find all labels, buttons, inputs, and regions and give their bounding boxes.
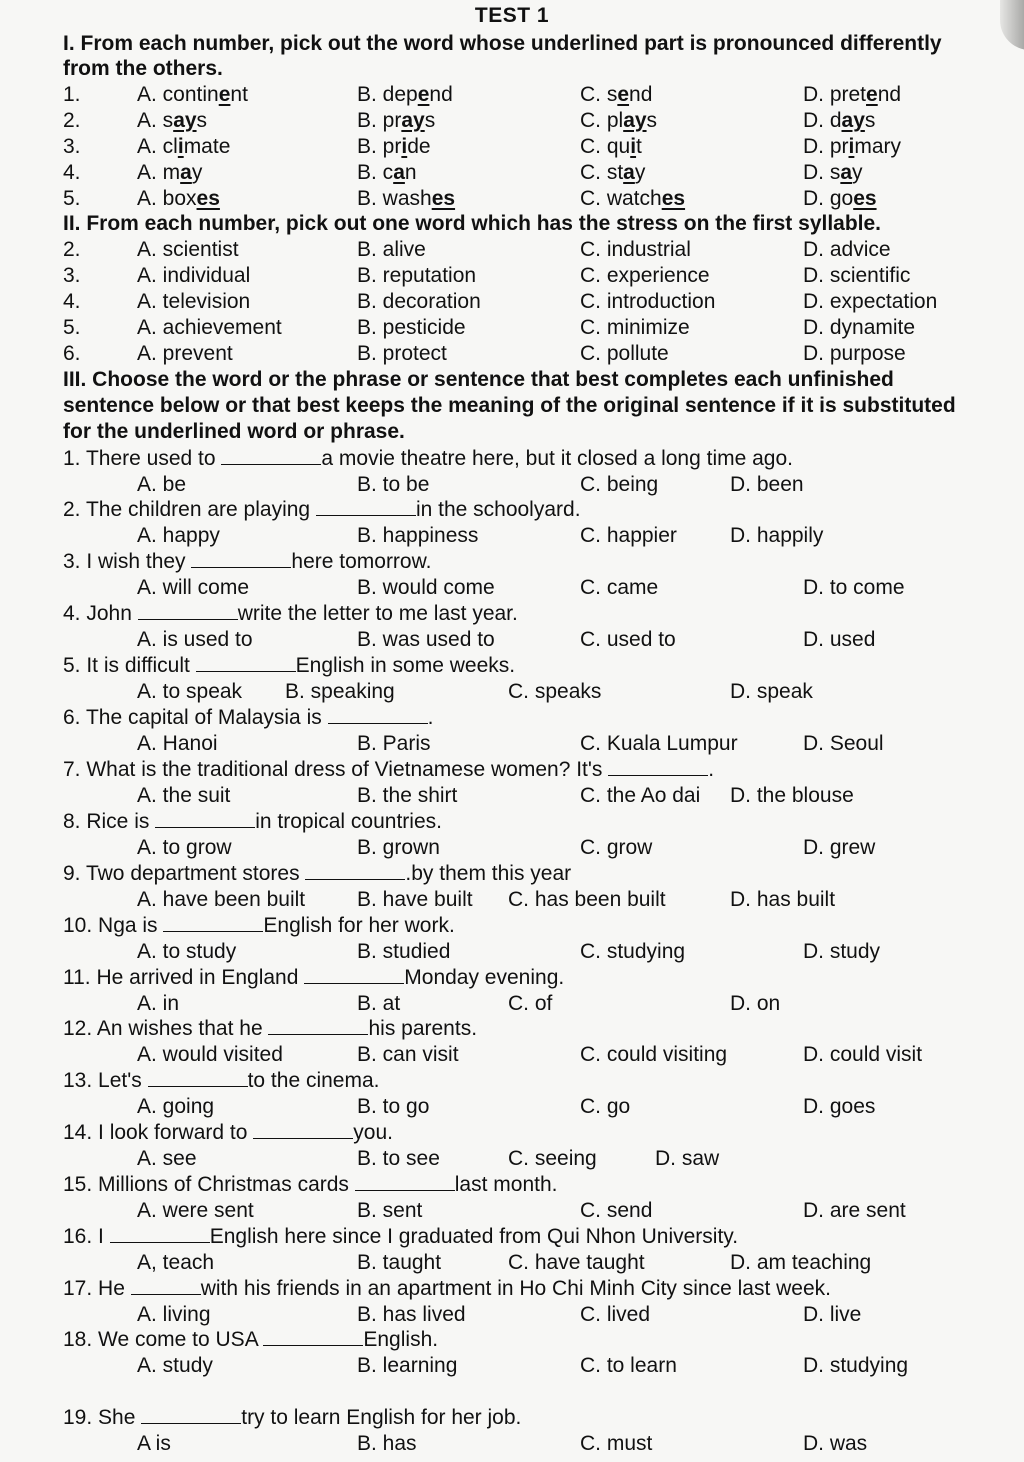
answer-option: C. send [580, 83, 653, 106]
underlined-part: es [431, 187, 456, 210]
question-text: 18. We come to USA English. [63, 1328, 439, 1351]
answer-option: C. studying [580, 940, 686, 963]
answer-option: B. sent [357, 1199, 423, 1222]
answer-option: D. to come [803, 576, 905, 599]
answer-blank [191, 549, 291, 568]
answer-option: A. study [137, 1354, 213, 1377]
answer-option: B. studied [357, 940, 451, 963]
question-text: 6. The capital of Malaysia is . [63, 706, 434, 729]
answer-option: C. speaks [508, 680, 602, 703]
question-text: 15. Millions of Christmas cards last month. [63, 1173, 558, 1196]
underlined-part: e [866, 83, 878, 106]
answer-option: A. individual [137, 264, 251, 287]
answer-option: B. protect [357, 342, 447, 365]
answer-blank [263, 1327, 363, 1346]
answer-blank [138, 601, 238, 620]
answer-option: C. plays [580, 109, 658, 132]
underlined-part: es [196, 187, 220, 210]
answer-option: A. be [137, 473, 187, 496]
answer-option: A. the suit [137, 784, 231, 807]
answer-option: C. must [580, 1432, 653, 1455]
answer-option: B. taught [357, 1251, 442, 1274]
answer-blank [148, 1068, 248, 1087]
underlined-part: ay [623, 109, 647, 132]
underlined-part: ay [841, 109, 865, 132]
answer-option: A. to study [137, 940, 237, 963]
answer-option: A. going [137, 1095, 215, 1118]
item-number: 3. [63, 135, 81, 158]
answer-option: D. dynamite [803, 316, 916, 339]
answer-option: D. grew [803, 836, 876, 859]
answer-option: B. can visit [357, 1043, 459, 1066]
answer-option: A. happy [137, 524, 220, 547]
answer-option: A. television [137, 290, 251, 313]
answer-option: B. to go [357, 1095, 430, 1118]
answer-option: A. boxes [137, 187, 220, 210]
answer-blank [155, 809, 255, 828]
underlined-part: i [401, 135, 408, 158]
answer-option: C. go [580, 1095, 631, 1118]
question-text: 8. Rice is in tropical countries. [63, 810, 442, 833]
underlined-part: a [180, 161, 192, 184]
item-number: 1. [63, 83, 81, 106]
answer-option: D. speak [730, 680, 813, 703]
answer-option: A. scientist [137, 238, 239, 261]
underlined-part: es [853, 187, 877, 210]
answer-option: B. happiness [357, 524, 479, 547]
answer-option: A. were sent [137, 1199, 254, 1222]
answer-option: D. are sent [803, 1199, 906, 1222]
answer-option: C. industrial [580, 238, 691, 261]
answer-option: B. pride [357, 135, 431, 158]
answer-option: A. in [137, 992, 180, 1015]
answer-option: A. Hanoi [137, 732, 218, 755]
question-text: 2. The children are playing in the schoolyard. [63, 498, 581, 521]
item-number: 2. [63, 109, 81, 132]
question-text: 3. I wish they here tomorrow. [63, 550, 432, 573]
item-number: 4. [63, 290, 81, 313]
question-text: 14. I look forward to you. [63, 1121, 393, 1144]
answer-blank [316, 497, 416, 516]
question-text: 9. Two department stores .by them this year [63, 862, 572, 885]
answer-option: D. studying [803, 1354, 909, 1377]
section-2-heading: II. From each number, pick out one word which has the stress on the first syllable. [63, 212, 882, 235]
question-text: 4. John write the letter to me last year. [63, 602, 518, 625]
item-number: 5. [63, 316, 81, 339]
question-text: 11. He arrived in England Monday evening. [63, 966, 565, 989]
answer-option: B. pesticide [357, 316, 466, 339]
answer-option: B. would come [357, 576, 495, 599]
answer-option: A. see [137, 1147, 197, 1170]
answer-option: C. happier [580, 524, 677, 547]
answer-option: B. prays [357, 109, 436, 132]
answer-option: B. grown [357, 836, 440, 859]
answer-option: D. on [730, 992, 781, 1015]
answer-option: D. Seoul [803, 732, 884, 755]
answer-option: D. goes [803, 187, 877, 210]
answer-option: B. at [357, 992, 401, 1015]
section-3-heading: III. Choose the word or the phrase or sentence that best completes each unfinished [63, 368, 894, 391]
section-1-heading-cont: from the others. [63, 57, 223, 80]
question-text: 7. What is the traditional dress of Vietnamese women? It's . [63, 758, 715, 781]
underlined-part: a [840, 161, 853, 184]
answer-blank [608, 757, 708, 776]
answer-option: D. study [803, 940, 881, 963]
answer-option: C. introduction [580, 290, 716, 313]
answer-option: C. minimize [580, 316, 690, 339]
answer-option: A. continent [137, 83, 248, 106]
answer-option: A. may [137, 161, 203, 184]
underlined-part: i [848, 135, 855, 158]
answer-option: C. came [580, 576, 659, 599]
answer-option: C. watches [580, 187, 686, 210]
underlined-part: a [623, 161, 635, 184]
answer-blank [141, 1405, 241, 1424]
underlined-part: es [661, 187, 686, 210]
answer-option: B. the shirt [357, 784, 458, 807]
answer-blank [268, 1016, 368, 1035]
answer-option: D. live [803, 1303, 862, 1326]
section-3-heading-cont2: for the underlined word or phrase. [63, 420, 405, 443]
section-1-heading: I. From each number, pick out the word whose underlined part is pronounced differently [63, 32, 942, 55]
answer-option: B. washes [357, 187, 456, 210]
answer-option: D. scientific [803, 264, 911, 287]
item-number: 5. [63, 187, 81, 210]
answer-option: A. says [137, 109, 208, 132]
item-number: 3. [63, 264, 81, 287]
question-text: 16. I English here since I graduated from Qui Nhon University. [63, 1225, 739, 1248]
answer-blank [131, 1276, 201, 1295]
answer-option: D. the blouse [730, 784, 854, 807]
answer-option: D. could visit [803, 1043, 923, 1066]
item-number: 6. [63, 342, 81, 365]
answer-option: A is [137, 1432, 171, 1455]
answer-option: B. reputation [357, 264, 477, 287]
answer-option: C. send [580, 1199, 653, 1222]
answer-option: A. prevent [137, 342, 233, 365]
answer-option: D. say [803, 161, 863, 184]
answer-option: B. has [357, 1432, 417, 1455]
answer-blank [328, 705, 428, 724]
question-text: 19. She try to learn English for her job. [63, 1406, 522, 1429]
answer-option: A. achievement [137, 316, 282, 339]
answer-option: D. advice [803, 238, 891, 261]
answer-option: A. climate [137, 135, 231, 158]
answer-option: B. Paris [357, 732, 431, 755]
answer-option: C. could visiting [580, 1043, 728, 1066]
answer-option: C. pollute [580, 342, 669, 365]
test-title: TEST 1 [474, 4, 550, 27]
answer-option: A. will come [137, 576, 250, 599]
answer-option: B. speaking [285, 680, 395, 703]
answer-option: B. to be [357, 473, 430, 496]
answer-option: A. to speak [137, 680, 243, 703]
answer-option: C. seeing [508, 1147, 597, 1170]
answer-option: D. saw [655, 1147, 720, 1170]
answer-blank [196, 653, 296, 672]
answer-option: A, teach [137, 1251, 215, 1274]
question-text: 1. There used to a movie theatre here, but it closed a long time ago. [63, 447, 793, 470]
underlined-part: e [218, 83, 231, 106]
answer-option: C. have taught [508, 1251, 645, 1274]
answer-option: B. to see [357, 1147, 440, 1170]
answer-option: D. goes [803, 1095, 876, 1118]
answer-option: B. has lived [357, 1303, 466, 1326]
answer-option: D. used [803, 628, 876, 651]
question-text: 13. Let's to the cinema. [63, 1069, 380, 1092]
answer-option: A. is used to [137, 628, 253, 651]
answer-option: C. has been built [508, 888, 666, 911]
answer-option: D. days [803, 109, 876, 132]
underlined-part: i [630, 135, 637, 158]
answer-option: D. been [730, 473, 804, 496]
underlined-part: ay [401, 109, 425, 132]
answer-option: C. quit [580, 135, 642, 158]
answer-option: C. lived [580, 1303, 651, 1326]
answer-option: C. used to [580, 628, 676, 651]
answer-option: C. to learn [580, 1354, 677, 1377]
answer-blank [110, 1224, 210, 1243]
answer-option: D. pretend [803, 83, 902, 106]
answer-option: B. have built [357, 888, 473, 911]
answer-option: A. living [137, 1303, 211, 1326]
answer-option: D. happily [730, 524, 824, 547]
question-text: 17. He with his friends in an apartment in Ho Chi Minh City since last week. [63, 1277, 831, 1300]
answer-option: D. purpose [803, 342, 906, 365]
answer-option: C. stay [580, 161, 646, 184]
answer-option: C. being [580, 473, 659, 496]
underlined-part: e [417, 83, 430, 106]
question-text: 12. An wishes that he his parents. [63, 1017, 478, 1040]
answer-blank [305, 861, 405, 880]
answer-option: B. decoration [357, 290, 481, 313]
question-text: 10. Nga is English for her work. [63, 914, 455, 937]
answer-option: C. of [508, 992, 553, 1015]
answer-option: B. was used to [357, 628, 495, 651]
answer-option: D. am teaching [730, 1251, 872, 1274]
answer-option: D. expectation [803, 290, 938, 313]
answer-option: A. have been built [137, 888, 306, 911]
answer-option: C. grow [580, 836, 653, 859]
answer-option: A. to grow [137, 836, 232, 859]
answer-option: B. can [357, 161, 417, 184]
item-number: 2. [63, 238, 81, 261]
answer-option: D. was [803, 1432, 868, 1455]
answer-blank [355, 1172, 455, 1191]
answer-option: B. alive [357, 238, 426, 261]
item-number: 4. [63, 161, 81, 184]
answer-option: B. depend [357, 83, 453, 106]
question-text: 5. It is difficult English in some weeks. [63, 654, 516, 677]
answer-blank [304, 965, 404, 984]
answer-option: C. experience [580, 264, 710, 287]
underlined-part: a [393, 161, 405, 184]
answer-blank [163, 913, 263, 932]
underlined-part: e [617, 83, 630, 106]
underlined-part: i [177, 135, 184, 158]
answer-option: A. would visited [137, 1043, 283, 1066]
answer-blank [253, 1120, 353, 1139]
answer-option: D. primary [803, 135, 902, 158]
answer-option: B. learning [357, 1354, 458, 1377]
answer-option: D. has built [730, 888, 836, 911]
answer-option: C. the Ao dai [580, 784, 701, 807]
answer-option: C. Kuala Lumpur [580, 732, 738, 755]
underlined-part: ay [173, 109, 197, 132]
answer-blank [221, 446, 321, 465]
section-3-heading-cont: sentence below or that best keeps the meaning of the original sentence if it is substituted [63, 394, 956, 417]
